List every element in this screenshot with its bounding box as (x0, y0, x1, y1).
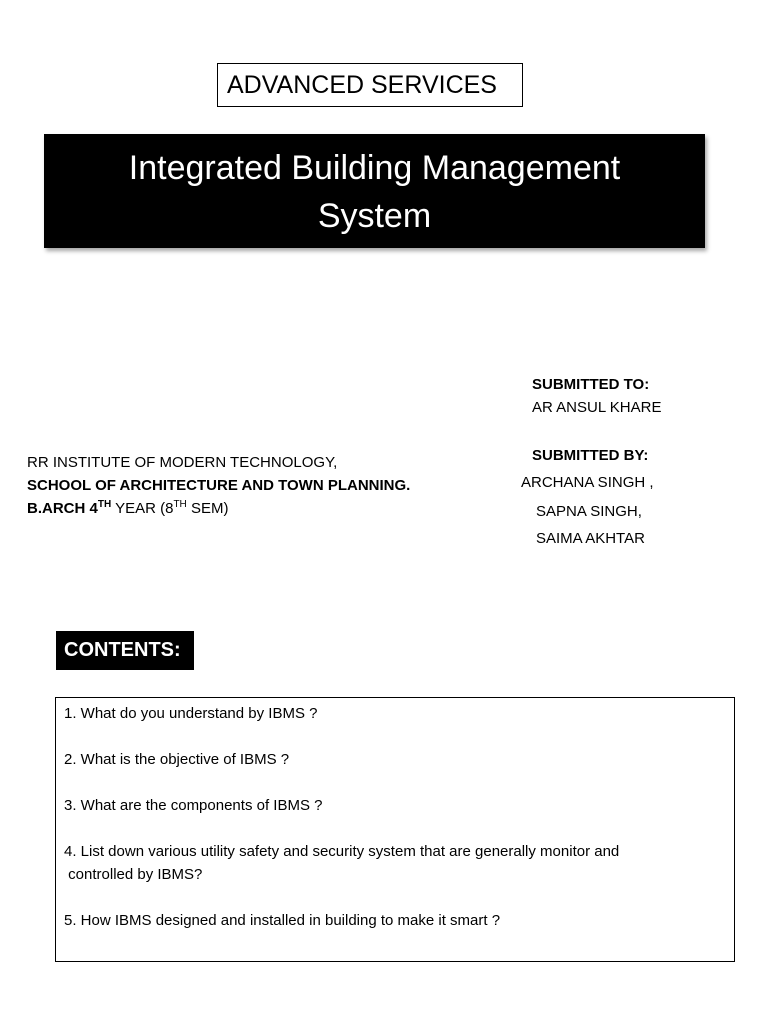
course-sup-2: TH (173, 499, 187, 510)
contents-item-4: 4. List down various utility safety and security system that are generally monitor and (64, 843, 620, 860)
submitted-by-name-1: ARCHANA SINGH , (521, 474, 654, 491)
contents-item-5: 5. How IBMS designed and installed in building to make it smart ? (64, 912, 501, 929)
submitted-by-heading: SUBMITTED BY: (532, 447, 649, 464)
course-suffix: SEM) (186, 500, 229, 517)
school-name: SCHOOL OF ARCHITECTURE AND TOWN PLANNING. (27, 477, 411, 494)
course-prefix: B.ARCH 4 (27, 500, 98, 517)
contents-item-4-continued: controlled by IBMS? (64, 866, 203, 883)
submitted-by-name-3: SAIMA AKHTAR (536, 530, 645, 547)
contents-list (55, 697, 735, 962)
title-line-1: Integrated Building Management (128, 149, 621, 187)
advanced-services-label: ADVANCED SERVICES (227, 71, 497, 99)
contents-item-3: 3. What are the components of IBMS ? (64, 797, 323, 814)
title-line-2: System (317, 197, 432, 235)
contents-item-2: 2. What is the objective of IBMS ? (64, 751, 290, 768)
contents-item-1: 1. What do you understand by IBMS ? (64, 705, 318, 722)
title-banner (44, 134, 705, 248)
course-mid: YEAR (8 (111, 500, 174, 517)
contents-label: CONTENTS: (56, 631, 194, 670)
submitted-to-name: AR ANSUL KHARE (532, 399, 662, 416)
advanced-services-box (217, 63, 523, 107)
submitted-to-heading: SUBMITTED TO: (532, 376, 650, 393)
course-sup-1: TH (97, 499, 112, 510)
submitted-by-name-2: SAPNA SINGH, (536, 503, 642, 520)
institute-name: RR INSTITUTE OF MODERN TECHNOLOGY, (27, 454, 338, 471)
course-line (27, 500, 228, 517)
